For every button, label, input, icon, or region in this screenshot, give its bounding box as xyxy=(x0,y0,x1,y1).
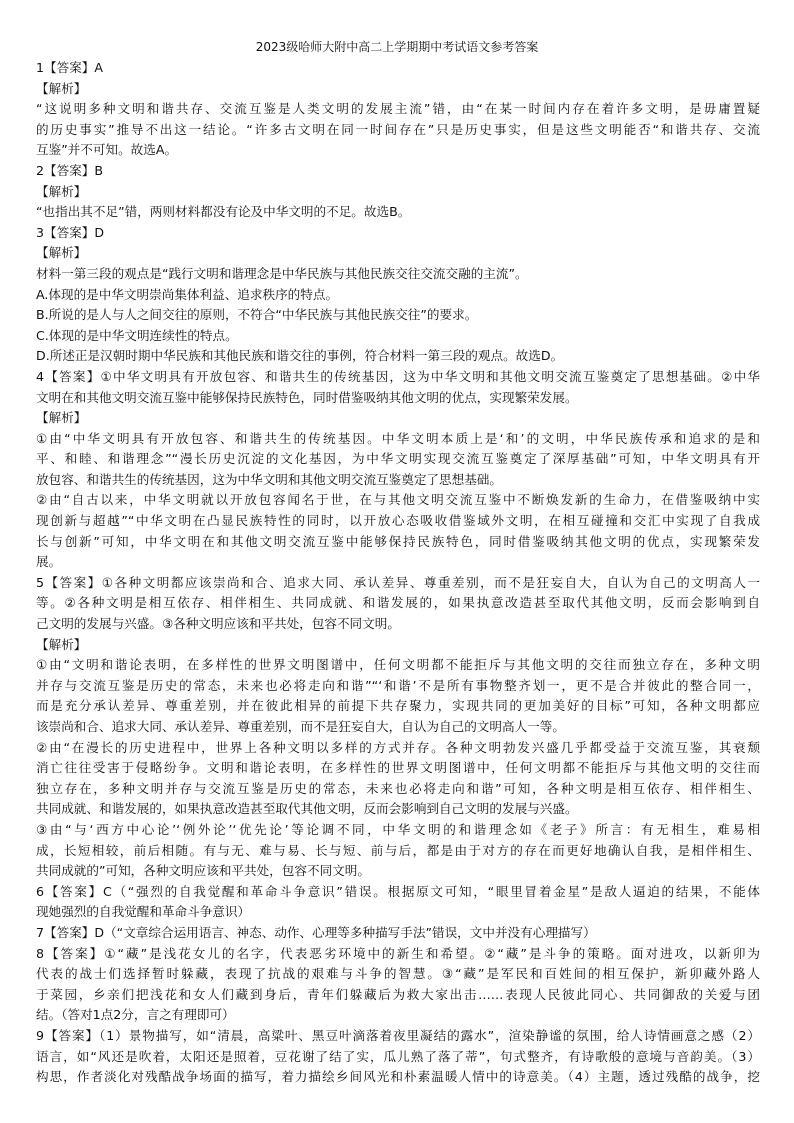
text-line: ①由“中华文明具有开放包容、和谐共生的传统基因。中华文明本质上是‘和’的文明，中华民族传承和追求的是和 xyxy=(36,430,760,446)
text-line: 结。（答对1点2分，言之有理即可） xyxy=(36,1007,235,1023)
text-line: 语言，如“风还是吹着，太阳还是照着，豆花谢了结了实，瓜儿熟了落了蒂”，句式整齐，有诗歌般的意境与音韵美。（3） xyxy=(36,1048,760,1064)
text-line: 【解析】 xyxy=(36,636,87,652)
text-line: 【解析】 xyxy=(36,183,87,199)
text-line: 8【答案】①“藏”是浅花女儿的名字，代表恶劣环境中的新生和希望。②“藏”是斗争的策略。面对进攻，以新卯为 xyxy=(36,945,760,961)
text-line: ③由“与‘西方中心论’‘例外论’‘优先论’等论调不同，中华文明的和谐理念如《老子》所言：有无相生，难易相 xyxy=(36,821,760,837)
text-line: 的历史事实”推导不出这一结论。“许多古文明在同一时间存在”只是历史事实，但是这些文明能否“和谐共存、交流 xyxy=(36,121,760,137)
text-line: 独立存在，多种文明并存与交流互鉴是历史的常态，未来也必将走向和谐”可知，各种文明是相互依存、相伴相生、 xyxy=(36,780,760,796)
document-title: 2023级哈师大附中高二上学期期中考试语文参考答案 xyxy=(255,40,539,54)
text-line: 共同成就的”可知，各种文明应该和平共处，包容不同文明。 xyxy=(36,863,370,879)
text-line: 9【答案】（1）景物描写，如“清晨，高粱叶、黑豆叶滴落着夜里凝结的露水”，渲染静谧的氛围，给人诗情画意之感（2） xyxy=(36,1027,760,1043)
text-line: 5【答案】①各种文明都应该崇尚和合、追求大同、承认差异、尊重差别，而不是狂妄自大，自认为自己的文明高人一 xyxy=(36,574,760,590)
text-line: 己文明的发展与兴盛。③各种文明应该和平共处，包容不同文明。 xyxy=(36,616,400,632)
text-line: 【解析】 xyxy=(36,410,87,426)
text-line: 放包容、和谐共生的传统基因，这为中华文明和其他文明交流互鉴奠定了思想基础。 xyxy=(36,471,502,487)
document-body xyxy=(36,58,760,1088)
text-line: 4【答案】①中华文明具有开放包容、和谐共生的传统基因，这为中华文明和其他文明交流互鉴奠定了思想基础。②中华 xyxy=(36,368,760,384)
text-line: 共同成就、和谐发展的，如果执意改造甚至取代其他文明，反而会影响到自己文明的发展与兴盛。 xyxy=(36,801,578,817)
text-line: ①由“文明和谐论表明，在多样性的世界文明图谱中，任何文明都不能拒斥与其他文明的交往而独立存在，多种文明 xyxy=(36,657,760,673)
text-line: A.体现的是中华文明崇尚集体利益、追求秩序的特点。 xyxy=(36,286,339,302)
text-line: 现创新与超越”“中华文明在凸显民族特性的同时，以开放心态吸收借鉴域外文明，在相互碰撞和交汇中实现了自我成 xyxy=(36,513,760,529)
text-line: 而是充分承认差异、尊重差别，并在彼此相异的前提下共存聚力，实现共同的更加美好的目标”可知，各种文明都应 xyxy=(36,698,760,714)
text-line: ②由“在漫长的历史进程中，世界上各种文明以多样的方式并存。各种文明勃发兴盛几乎都受益于交流互鉴，其衰颓 xyxy=(36,739,760,755)
text-line: 等。②各种文明是相互依存、相伴相生、共同成就、和谐发展的，如果执意改造甚至取代其他文明，反而会影响到自 xyxy=(36,595,760,611)
text-line: “这说明多种文明和谐共存、交流互鉴是人类文明的发展主流”错，由“在某一时间内存在着许多文明，是毋庸置疑 xyxy=(36,101,760,117)
text-line: D.所述正是汉朝时期中华民族和其他民族和谐交往的事例，符合材料一第三段的观点。故选D。 xyxy=(36,348,564,364)
text-line: 7【答案】D（“文章综合运用语言、神态、动作、心理等多种描写手法”错误，文中并没有心理描写） xyxy=(36,924,596,940)
text-line: ②由“自古以来，中华文明就以开放包容闻名于世，在与其他文明交流互鉴中不断焕发新的生命力，在借鉴吸纳中实 xyxy=(36,492,760,508)
text-line: 现她强烈的自我觉醒和革命斗争意识） xyxy=(36,904,251,920)
text-line: C.体现的是中华文明连续性的特点。 xyxy=(36,327,238,343)
text-line: 互鉴”并不可知。故选A。 xyxy=(36,142,178,158)
text-line: 3【答案】D xyxy=(36,224,105,240)
text-line: 展。 xyxy=(36,554,62,570)
text-line: 并存与交流互鉴是历史的常态，未来也必将走向和谐”“‘和谐’不是所有事物整齐划一，更不是合并彼此的整合同一， xyxy=(36,677,760,693)
text-line: 于菜园，乡亲们把浅花和女人们藏到身后，青年们躲藏后为救大家出击……表现人民彼此同心、共同御敌的关爱与团 xyxy=(36,986,760,1002)
text-line: 【解析】 xyxy=(36,80,87,96)
text-line: 该崇尚和合、追求大同、承认差异、尊重差别，而不是狂妄自大，自认为自己的文明高人一等。 xyxy=(36,719,565,734)
text-line: 1【答案】A xyxy=(36,60,104,75)
text-line: 文明在和其他文明交流互鉴中能够保持民族特色，同时借鉴吸纳其他文明的优点，实现繁荣发展。 xyxy=(36,389,578,405)
text-line: 平、和睦、和谐理念”“漫长历史沉淀的文化基因，为中华文明实现交流互鉴奠定了深厚基础”可知，中华文明具有开 xyxy=(36,451,760,467)
text-line: 6【答案】C（“强烈的自我觉醒和革命斗争意识”错误。根据原文可知，“眼里冒着金星”是敌人逼迫的结果，不能体 xyxy=(36,883,760,899)
text-line: B.所说的是人与人之间交往的原则，不符合“中华民族与其他民族交往”的要求。 xyxy=(36,307,478,323)
text-line: 成，长短相较，前后相随。有与无、难与易、长与短、前与后，都是由于对方的存在而更好地确认自我，是相伴相生、 xyxy=(36,842,760,858)
text-line: “也指出其不足”错，两则材料都没有论及中华文明的不足。故选B。 xyxy=(36,204,411,220)
text-line: 代表的战士们选择暂时躲藏，表现了抗战的艰难与斗争的智慧。③“藏”是军民和百姓间的相互保护，新卯藏外路人 xyxy=(36,966,760,982)
text-line: 长与创新”可知，中华文明在和其他文明交流互鉴中能够保持民族特色，同时借鉴吸纳其他文明的优点，实现繁荣发 xyxy=(36,533,760,549)
text-line: 构思，作者淡化对残酷战争场面的描写，着力描绘乡间风光和朴素温暖人情中的诗意美。（4）主题，透过残酷的战争，挖 xyxy=(36,1069,760,1085)
text-line: 【解析】 xyxy=(36,245,87,261)
text-line: 消亡往往受害于侵略纷争。文明和谐论表明，在多样性的世界文明图谱中，任何文明都不能拒斥与其他文明的交往而 xyxy=(36,760,760,776)
text-line: 2【答案】B xyxy=(36,162,104,178)
text-line: 材料一第三段的观点是“践行文明和谐理念是中华民族与其他民族交往交流交融的主流”。 xyxy=(36,265,528,281)
